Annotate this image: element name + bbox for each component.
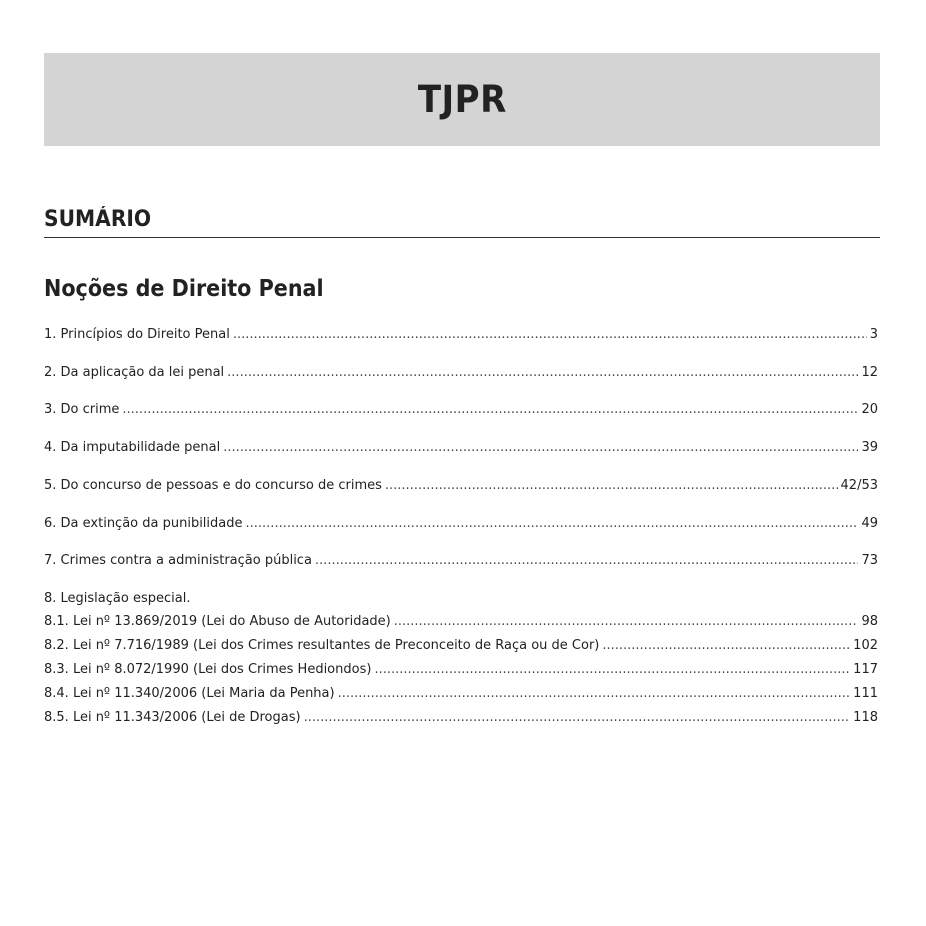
summary-heading: SUMÁRIO <box>44 207 152 232</box>
toc-group-heading[interactable]: 8. Legislação especial. <box>44 591 191 606</box>
toc-entry-label: 3. Do crime <box>44 402 120 417</box>
toc-subentry-label: 8.5. Lei nº 11.343/2006 (Lei de Drogas) <box>44 710 301 725</box>
toc-entry-page: 49 <box>861 516 878 531</box>
toc-subentry[interactable] <box>44 614 878 632</box>
toc-subentry-label: 8.1. Lei nº 13.869/2019 (Lei do Abuso de Autoridade) <box>44 614 391 629</box>
toc-entry-label: 6. Da extinção da punibilidade <box>44 516 243 531</box>
toc-entry[interactable] <box>44 478 878 496</box>
toc-entry-label: 5. Do concurso de pessoas e do concurso de crimes <box>44 478 382 493</box>
summary-divider <box>44 237 880 238</box>
toc-entry[interactable] <box>44 440 878 458</box>
toc-subentry-label: 8.2. Lei nº 7.716/1989 (Lei dos Crimes resultantes de Preconceito de Raça ou de Cor) <box>44 638 600 653</box>
toc-entry-label: 7. Crimes contra a administração pública <box>44 553 312 568</box>
toc-leader-dots <box>227 365 858 380</box>
toc-leader-dots <box>385 478 838 493</box>
toc-entry-page: 73 <box>861 553 878 568</box>
toc-entry-page: 20 <box>861 402 878 417</box>
toc-entry[interactable] <box>44 553 878 571</box>
toc-subentry-page: 118 <box>853 710 878 725</box>
toc-leader-dots <box>338 686 851 701</box>
toc-entry-page: 39 <box>861 440 878 455</box>
toc-entry[interactable] <box>44 327 878 345</box>
toc-leader-dots <box>233 327 867 342</box>
toc-leader-dots <box>374 662 850 677</box>
section-title: Noções de Direito Penal <box>44 276 324 302</box>
toc-subentry[interactable] <box>44 686 878 704</box>
toc-subentry-page: 98 <box>861 614 878 629</box>
header-banner <box>44 53 880 146</box>
toc-subentry-label: 8.4. Lei nº 11.340/2006 (Lei Maria da Penha) <box>44 686 335 701</box>
toc-subentry[interactable] <box>44 710 878 728</box>
toc-leader-dots <box>304 710 851 725</box>
toc-subentry-page: 102 <box>853 638 878 653</box>
toc-entry-page: 12 <box>861 365 878 380</box>
toc-entry[interactable] <box>44 402 878 420</box>
toc-entry-label: 1. Princípios do Direito Penal <box>44 327 230 342</box>
banner-title: TJPR <box>417 78 507 121</box>
toc-entry-page: 42/53 <box>840 478 878 493</box>
toc-entry[interactable] <box>44 516 878 534</box>
toc-subentry[interactable] <box>44 662 878 680</box>
toc-leader-dots <box>122 402 858 417</box>
toc-subentry[interactable] <box>44 638 878 656</box>
toc-entry-page: 3 <box>869 327 878 342</box>
toc-entry-label: 2. Da aplicação da lei penal <box>44 365 225 380</box>
toc-leader-dots <box>602 638 850 653</box>
toc-subentry-page: 117 <box>853 662 878 677</box>
toc-subentry-page: 111 <box>853 686 878 701</box>
toc-leader-dots <box>223 440 858 455</box>
toc-leader-dots <box>246 516 859 531</box>
toc-subentry-label: 8.3. Lei nº 8.072/1990 (Lei dos Crimes Hediondos) <box>44 662 372 677</box>
toc-entry[interactable] <box>44 365 878 383</box>
toc-leader-dots <box>315 553 859 568</box>
toc-entry-label: 4. Da imputabilidade penal <box>44 440 221 455</box>
toc-leader-dots <box>394 614 859 629</box>
